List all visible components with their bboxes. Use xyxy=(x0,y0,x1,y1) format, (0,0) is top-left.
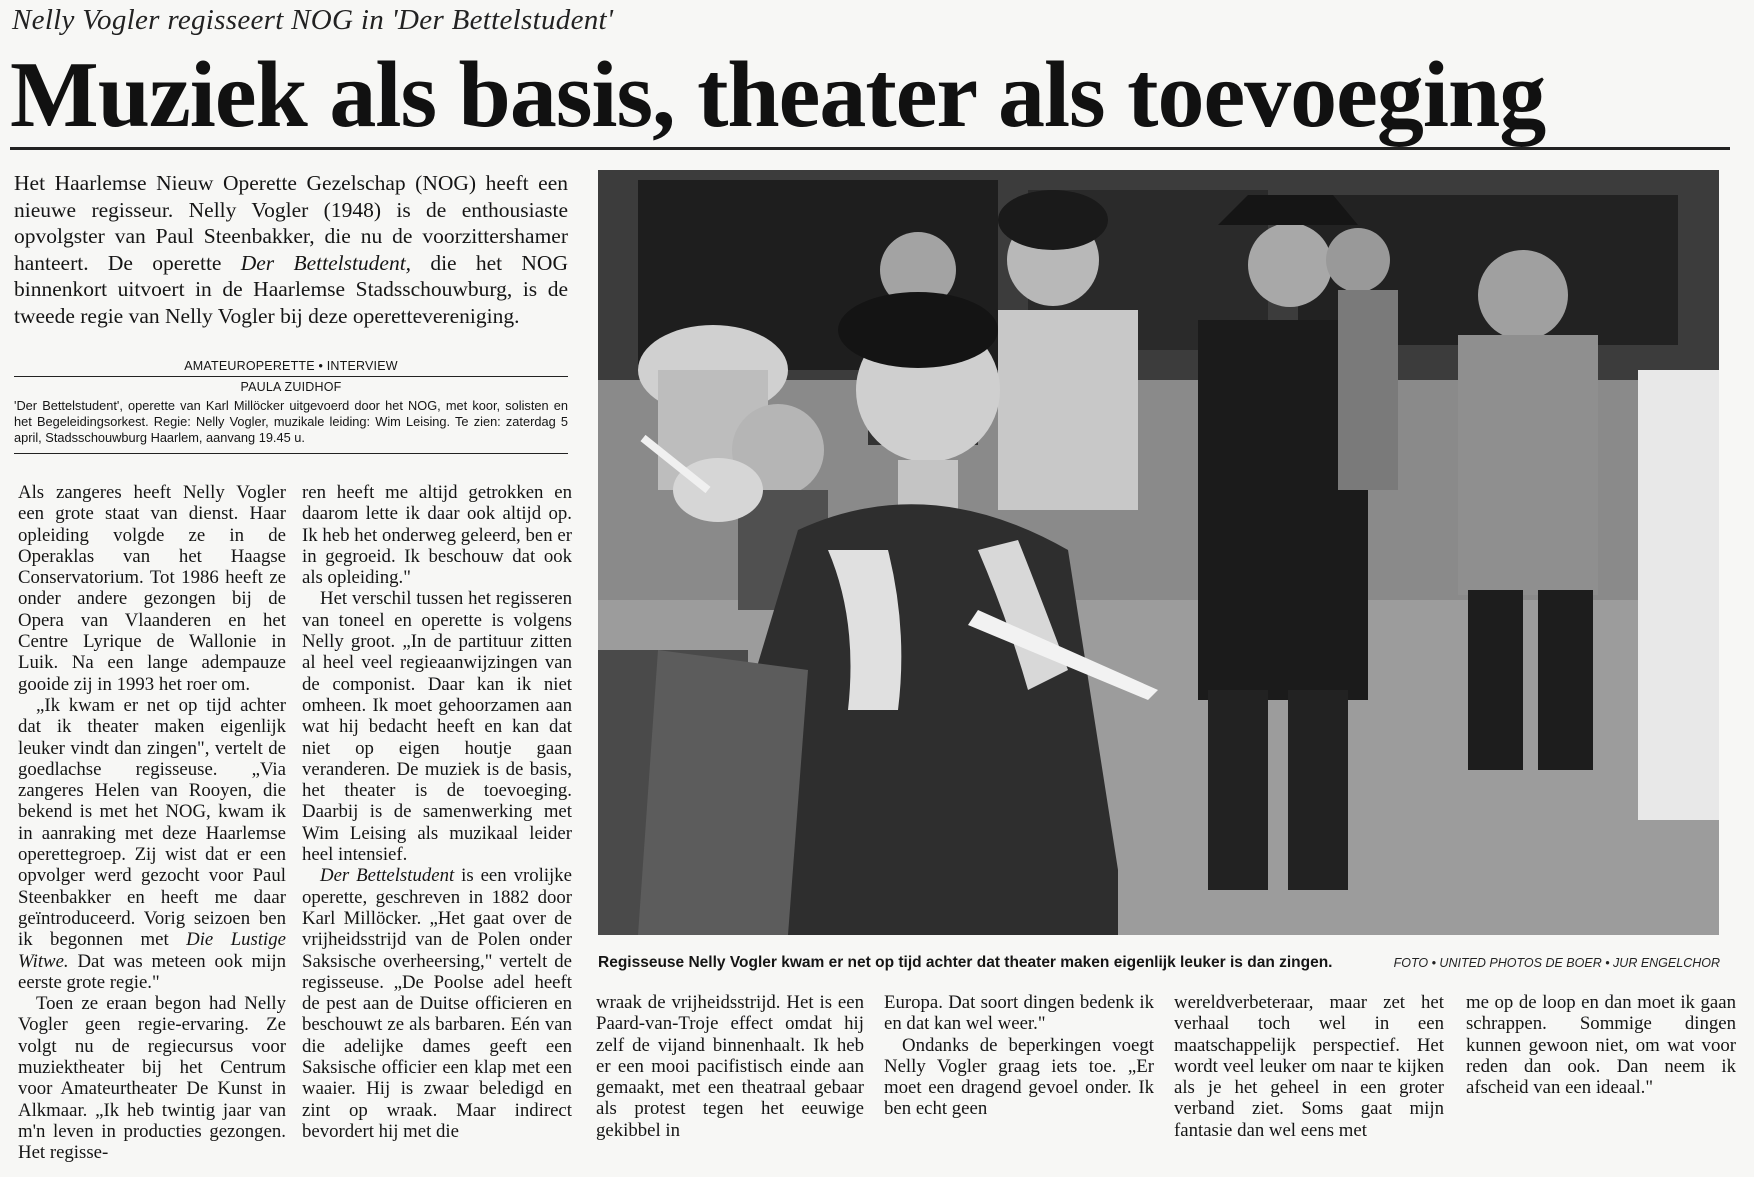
article-photo xyxy=(598,170,1719,935)
paragraph: Europa. Dat soort dingen bedenk ik en dat kan wel weer." xyxy=(884,992,1154,1035)
paragraph xyxy=(18,695,286,993)
operetta-title: Die Lustige Witwe. xyxy=(18,929,286,972)
paragraph: Ondanks de beperkingen voegt Nelly Vogler graag iets toe. „Er moet een dragend gevoel onder. Ik ben echt geen xyxy=(884,1034,1154,1120)
article-headline: Muziek als basis, theater als toevoeging xyxy=(10,43,1546,147)
operetta-title: Der Bettelstudent xyxy=(320,865,455,887)
photo-caption: Regisseuse Nelly Vogler kwam er net op tijd achter dat theater maken eigenlijk leuker is dan zingen. xyxy=(598,954,1333,971)
article-intro xyxy=(14,170,568,329)
body-column-2 xyxy=(302,482,572,1142)
paragraph: Als zangeres heeft Nelly Vogler een grote staat van dienst. Haar opleiding volgde ze in de Operaklas van het Haagse Conservatorium. Tot 1986 heeft ze onder andere gezongen bij de Opera van Vlaanderen en het Centre Lyrique de Wallonie in Luik. Na een lange adempauze gooide zij in 1993 het roer om. xyxy=(18,482,286,695)
performance-info: 'Der Bettelstudent', operette van Karl Millöcker uitgevoerd door het NOG, met koor, solisten en het Begeleidingsorkest. Regie: Nelly Vogler, muzikale leiding: Wim Leising. Te zien: zaterdag 5 april, Stadsschouwburg Haarlem, aanvang 19.45 u. xyxy=(14,398,568,445)
article-byline: PAULA ZUIDHOF xyxy=(240,380,342,394)
paragraph-text: Dat was meteen ook mijn eerste grote regie." xyxy=(18,950,286,993)
intro-text-2: die het NOG binnenkort uitvoert in de Haarlemse Stadsschouwburg, is de tweede regie van Nelly Vogler bij deze operettevereniging. xyxy=(14,250,568,328)
body-column-4 xyxy=(884,992,1154,1122)
paragraph: Toen ze eraan begon had Nelly Vogler geen regie-ervaring. Ze volgt nu de regiecursus voor muziektheater bij het Centrum voor Amateurtheater De Kunst in Alkmaar. „Ik heb twintig jaar van m'n leven in producties gezongen. Het regisse- xyxy=(18,993,286,1164)
headline-divider xyxy=(10,147,1730,150)
article-rubric: AMATEUROPERETTE • INTERVIEW xyxy=(184,359,398,373)
photo-credit: FOTO • UNITED PHOTOS DE BOER • JUR ENGELCHOR xyxy=(1393,956,1720,970)
body-column-5 xyxy=(1174,992,1444,1141)
body-column-1 xyxy=(18,482,286,1164)
body-column-3 xyxy=(596,992,864,1141)
paragraph: ren heeft me altijd getrokken en daarom lette ik daar ook altijd op. Ik heb het onderweg geleerd, ben er in gegroeid. Ik beschouw dat ook als opleiding." xyxy=(302,482,572,589)
photo-rehearsal-scene xyxy=(598,170,1719,935)
info-divider xyxy=(14,453,568,454)
paragraph xyxy=(302,865,572,1142)
paragraph: Het verschil tussen het regisseren van toneel en operette is volgens Nelly groot. „In de partituur zitten al heel veel regieaanwijzingen van de componist. Daar kan ik niet omheen. Ik moet gehoorzamen aan wat hij bedacht heeft en kan dat niet op eigen houtje gaan veranderen. De muziek is de basis, het theater is de toevoeging. Daarbij is de samenwerking met Wim Leising als muzikaal leider heel intensief. xyxy=(302,588,572,866)
paragraph-text: „Ik kwam er net op tijd achter dat ik theater maken eigenlijk leuker vindt dan zingen", vertelt de goedlachse regisseuse. „Via zangeres Helen van Rooyen, die bekend is met het NOG, kwam ik in aanraking met deze Haarlemse operettegroep. Zij wist dat er een opvolger werd gezocht voor Paul Steenbakker en heeft me daar geïntroduceerd. Vorig seizoen ben ik begonnen met xyxy=(18,694,286,951)
intro-operetta-title: Der Bettelstudent, xyxy=(240,250,412,275)
body-column-6 xyxy=(1466,992,1736,1122)
paragraph-text: is een vrolijke operette, geschreven in 1882 door Karl Millöcker. „Het gaat over de vrijheidsstrijd van de Polen onder Saksische overheersing," vertelt de regisseuse. „De Poolse adel heeft de pest aan de Duitse officieren en beschouwt ze als barbaren. Eén van die adelijke dames geeft een Saksische officier een klap met een waaier. Hij is zwaar beledigd en zint op wraak. Maar indirect bevordert hij met die xyxy=(302,865,572,1142)
paragraph: wereldverbeteraar, maar zet het verhaal toch wel in een maatschappelijk perspectief. Het wordt veel leuker om naar te kijken als je het geheel in een groter verband ziet. Soms gaat mijn fantasie dan wel eens met xyxy=(1174,992,1444,1141)
intro-text-1: Het Haarlemse Nieuw Operette Gezelschap (NOG) heeft een nieuwe regisseur. Nelly Vogler (1948) is de enthousiaste opvolgster van Paul Steenbakker, die nu de voorzittershamer hanteert. De operette xyxy=(14,171,568,275)
paragraph: me op de loop en dan moet ik gaan schrappen. Sommige dingen kunnen gewoon niet, om wat voor reden dan ook. Dan neem ik afscheid van een ideaal." xyxy=(1466,992,1736,1099)
paragraph: wraak de vrijheidsstrijd. Het is een Paard-van-Troje effect omdat hij zelf de vijand binnenhaalt. Ik heb er een mooi pacifistisch einde aan gemaakt, met een theatraal gebaar als protest tegen het eeuwige gekibbel in xyxy=(596,992,864,1141)
rubric-divider xyxy=(14,376,568,377)
article-kicker: Nelly Vogler regisseert NOG in 'Der Bettelstudent' xyxy=(12,4,614,36)
